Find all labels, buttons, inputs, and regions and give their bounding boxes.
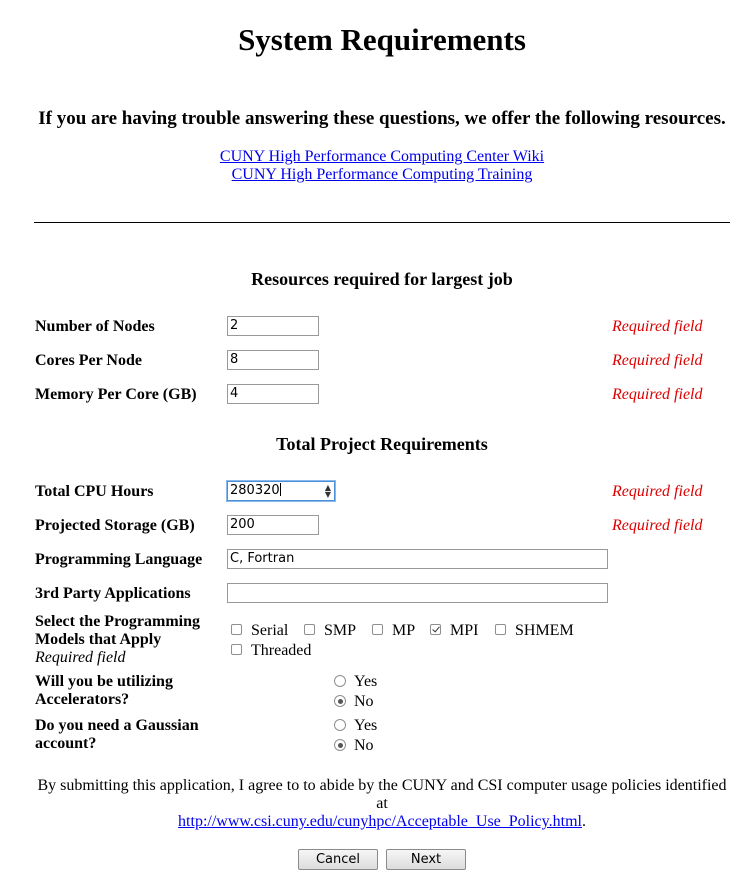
serial-label: Serial bbox=[251, 622, 289, 639]
accelerators-label bbox=[35, 673, 173, 709]
mp-label: MP bbox=[392, 622, 416, 639]
shmem-label: SHMEM bbox=[515, 622, 574, 639]
cpu-hours-input[interactable] bbox=[227, 481, 335, 501]
agreement-line2: at bbox=[376, 795, 388, 812]
models-label bbox=[35, 613, 200, 667]
nodes-input[interactable]: 2 bbox=[227, 316, 319, 336]
memory-input[interactable]: 4 bbox=[227, 384, 319, 404]
models-label-line2: Models that Apply bbox=[35, 631, 162, 648]
smp-label: SMP bbox=[324, 622, 357, 639]
project-section-title: Total Project Requirements bbox=[276, 434, 488, 454]
cpu-hours-required-note: Required field bbox=[612, 483, 703, 500]
gaussian-yes-label: Yes bbox=[354, 717, 378, 734]
agreement-period: . bbox=[581, 813, 586, 830]
gaussian-no-radio[interactable] bbox=[334, 739, 346, 751]
gaussian-label-line1: Do you need a Gaussian bbox=[35, 717, 199, 734]
gaussian-yes-radio[interactable] bbox=[334, 719, 346, 731]
mp-checkbox[interactable] bbox=[372, 624, 383, 635]
models-label-line1: Select the Programming bbox=[35, 613, 200, 630]
shmem-checkbox[interactable] bbox=[495, 624, 506, 635]
memory-label: Memory Per Core (GB) bbox=[35, 386, 197, 403]
third-party-input[interactable] bbox=[227, 583, 608, 603]
serial-checkbox[interactable] bbox=[231, 624, 242, 635]
cpu-hours-value: 280320 bbox=[230, 483, 280, 498]
accelerators-label-line2: Accelerators? bbox=[35, 691, 130, 708]
accelerators-no-radio[interactable] bbox=[334, 695, 346, 707]
text-cursor bbox=[280, 483, 281, 496]
resources-intro: If you are having trouble answering these questions, we offer the following resources. bbox=[38, 108, 726, 129]
usage-policy-link[interactable]: http://www.csi.cuny.edu/cunyhpc/Acceptable_Use_Policy.html bbox=[178, 813, 582, 830]
third-party-label: 3rd Party Applications bbox=[35, 585, 191, 602]
storage-label: Projected Storage (GB) bbox=[35, 517, 195, 534]
cores-input[interactable]: 8 bbox=[227, 350, 319, 370]
nodes-required-note: Required field bbox=[612, 318, 703, 335]
cpu-hours-label: Total CPU Hours bbox=[35, 483, 154, 500]
agreement-text bbox=[30, 777, 734, 831]
accelerators-no-label: No bbox=[354, 693, 374, 710]
largest-job-section-title: Resources required for largest job bbox=[251, 269, 513, 289]
cores-label: Cores Per Node bbox=[35, 352, 142, 369]
page-title: System Requirements bbox=[238, 22, 526, 57]
cancel-button[interactable]: Cancel bbox=[298, 849, 378, 870]
hpc-training-link[interactable]: CUNY High Performance Computing Training bbox=[231, 166, 533, 183]
accelerators-yes-label: Yes bbox=[354, 673, 378, 690]
smp-checkbox[interactable] bbox=[304, 624, 315, 635]
gaussian-label-line2: account? bbox=[35, 735, 97, 752]
storage-required-note: Required field bbox=[612, 517, 703, 534]
models-required-note: Required field bbox=[35, 649, 126, 666]
gaussian-no-label: No bbox=[354, 737, 374, 754]
storage-input[interactable]: 200 bbox=[227, 515, 319, 535]
accelerators-yes-radio[interactable] bbox=[334, 675, 346, 687]
accelerators-label-line1: Will you be utilizing bbox=[35, 673, 173, 690]
language-input[interactable]: C, Fortran bbox=[227, 549, 608, 569]
spinner-arrows-icon[interactable]: ▲ ▼ bbox=[324, 483, 331, 499]
mpi-checkbox[interactable] bbox=[430, 624, 441, 635]
language-label: Programming Language bbox=[35, 551, 203, 568]
threaded-label: Threaded bbox=[251, 642, 312, 659]
divider bbox=[34, 222, 730, 223]
agreement-line1: By submitting this application, I agree to to abide by the CUNY and CSI computer usage policies identified bbox=[37, 777, 727, 794]
gaussian-label bbox=[35, 717, 199, 753]
memory-required-note: Required field bbox=[612, 386, 703, 403]
threaded-checkbox[interactable] bbox=[231, 644, 242, 655]
mpi-label: MPI bbox=[450, 622, 479, 639]
nodes-label: Number of Nodes bbox=[35, 318, 155, 335]
cores-required-note: Required field bbox=[612, 352, 703, 369]
resource-links bbox=[0, 148, 744, 184]
hpc-wiki-link[interactable]: CUNY High Performance Computing Center Wiki bbox=[219, 148, 545, 165]
next-button[interactable]: Next bbox=[386, 849, 466, 870]
